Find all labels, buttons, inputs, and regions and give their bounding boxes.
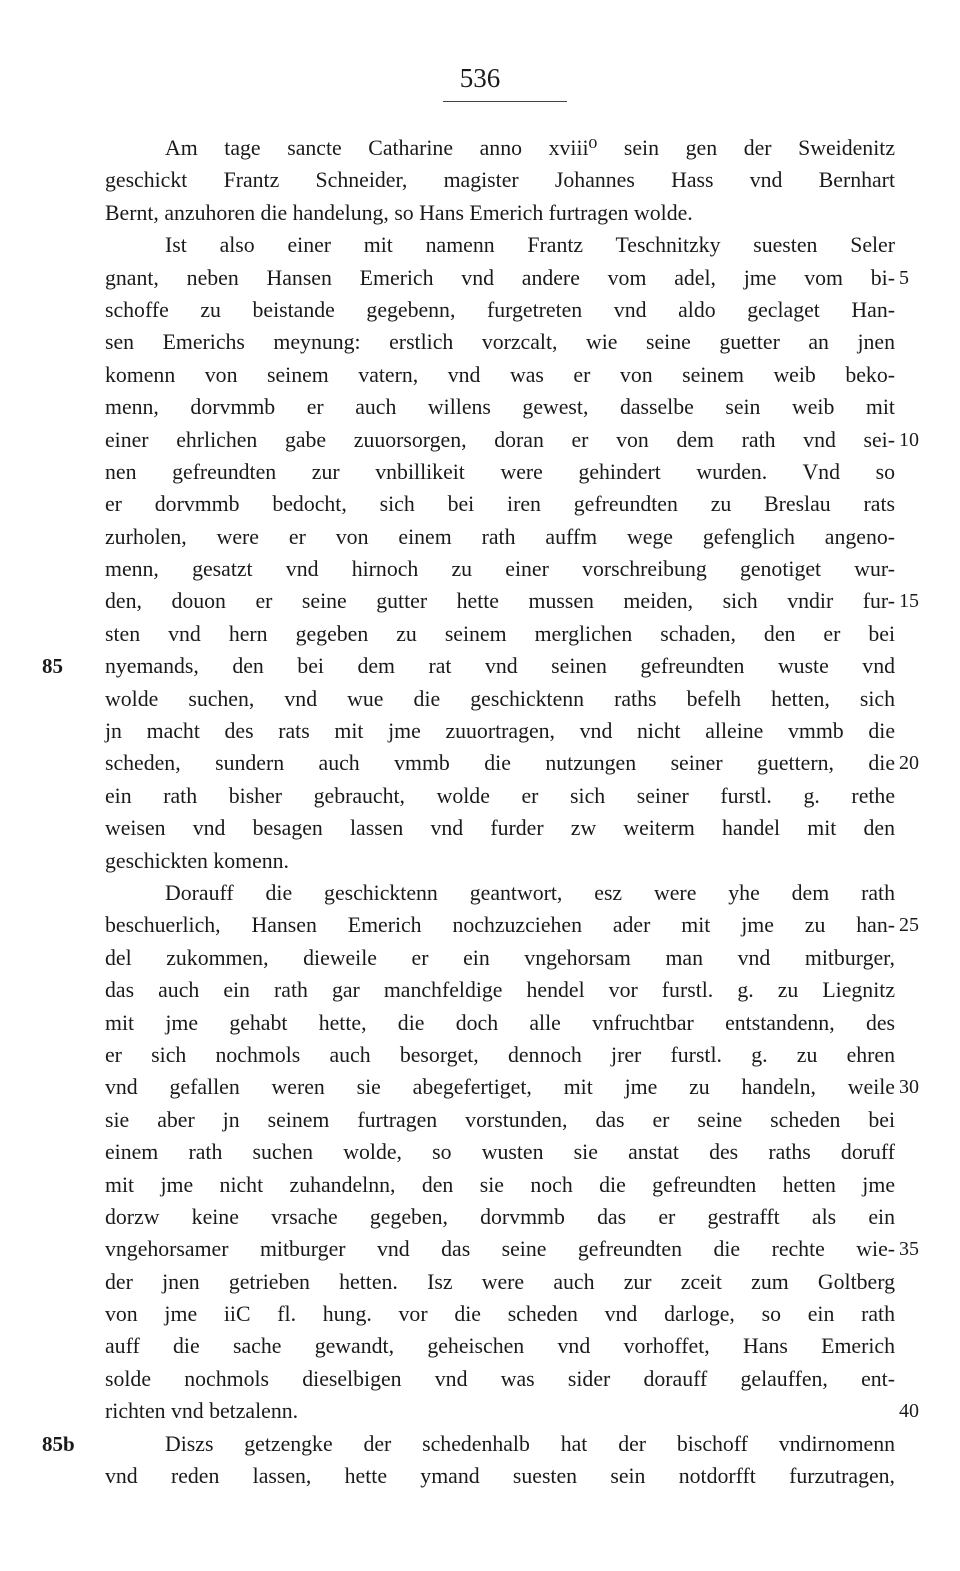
line-text: wolde suchen, vnd wue die geschicktenn raths befelh hetten, sich (105, 686, 895, 711)
line-text: geschickt Frantz Schneider, magister Johannes Hass vnd Bernhart (105, 168, 895, 193)
line-number: 5 (899, 266, 909, 289)
text-line (105, 229, 895, 261)
text-line (105, 974, 895, 1006)
line-text: weisen vnd besagen lassen vnd furder zw weiterm handel mit den (105, 816, 895, 841)
line-text: beschuerlich, Hansen Emerich nochzuzciehen ader mit jme zu han- (105, 913, 895, 938)
line-number: 20 (899, 752, 919, 775)
folio-marker: 85b (42, 1431, 75, 1456)
line-number: 25 (899, 914, 919, 937)
text-line (105, 553, 895, 585)
line-text: sen Emerichs meynung: erstlich vorzcalt, wie seine guetter an jnen (105, 330, 895, 355)
text-line (105, 585, 919, 617)
line-text: er dorvmmb bedocht, sich bei iren gefreundten zu Breslau rats (105, 492, 895, 517)
line-text: mit jme gehabt hette, die doch alle vnfruchtbar entstandenn, des (105, 1010, 895, 1035)
text-line (105, 845, 895, 877)
text-line (105, 488, 895, 520)
line-text: Am tage sancte Catharine anno xviii⁰ sein gen der Sweidenitz (165, 136, 895, 160)
text-line (105, 1266, 895, 1298)
text-line (105, 780, 895, 812)
text-line (105, 521, 895, 553)
text-line (105, 747, 919, 779)
line-number: 40 (899, 1400, 919, 1423)
line-text: dorzw keine vrsache gegeben, dorvmmb das er gestrafft als ein (105, 1204, 895, 1229)
line-text: geschickten komenn. (105, 848, 290, 873)
line-text: das auch ein rath gar manchfeldige hendel vor furstl. g. zu Liegnitz (105, 978, 895, 1003)
text-line (105, 812, 895, 844)
text-line (105, 1460, 895, 1492)
line-text: einem rath suchen wolde, so wusten sie anstat des raths doruff (105, 1140, 895, 1165)
text-line (105, 1169, 895, 1201)
line-number: 30 (899, 1076, 919, 1099)
text-line (105, 1104, 895, 1136)
text-line (105, 391, 895, 423)
text-line (105, 1071, 919, 1103)
text-line (105, 197, 895, 229)
line-text: menn, dorvmmb er auch willens gewest, dasselbe sein weib mit (105, 395, 895, 420)
text-line (105, 1201, 895, 1233)
text-line (105, 1395, 919, 1427)
line-text: jn macht des rats mit jme zuuortragen, vnd nicht alleine vmmb die (105, 719, 895, 744)
line-text: vnd gefallen weren sie abegefertiget, mit jme zu handeln, weile (105, 1075, 895, 1100)
text-line (105, 294, 895, 326)
text-line (105, 326, 895, 358)
text-line (105, 132, 895, 164)
text-line (105, 1233, 919, 1265)
line-text: auff die sache gewandt, geheischen vnd vorhoffet, Hans Emerich (105, 1334, 895, 1359)
line-text: vnd reden lassen, hette ymand suesten sein notdorfft furzutragen, (105, 1464, 895, 1489)
text-line (105, 942, 895, 974)
line-text: von jme iiC fl. hung. vor die scheden vnd darloge, so ein rath (105, 1302, 895, 1327)
text-line (105, 909, 919, 941)
page-number-rule (443, 101, 567, 102)
folio-marker: 85 (42, 654, 63, 679)
line-text: scheden, sundern auch vmmb die nutzungen seiner guettern, die (105, 751, 895, 776)
line-text: den, douon er seine gutter hette mussen meiden, sich vndir fur- (105, 589, 895, 614)
text-line (105, 683, 895, 715)
line-text: Ist also einer mit namenn Frantz Teschnitzky suesten Seler (165, 233, 895, 258)
body-text (42, 132, 919, 1492)
text-line (105, 1363, 895, 1395)
text-line (105, 164, 895, 196)
text-line (42, 1428, 895, 1460)
page-number: 536 (459, 63, 501, 93)
line-text: vngehorsamer mitburger vnd das seine gefreundten die rechte wie- (105, 1237, 895, 1262)
text-line (105, 1007, 895, 1039)
text-line (105, 877, 895, 909)
line-text: er sich nochmols auch besorget, dennoch jrer furstl. g. zu ehren (105, 1042, 895, 1067)
line-text: del zukommen, dieweile er ein vngehorsam man vnd mitburger, (105, 945, 895, 970)
line-text: nen gefreundten zur vnbillikeit were gehindert wurden. Vnd so (105, 459, 895, 484)
line-text: komenn von seinem vatern, vnd was er von seinem weib beko- (105, 362, 895, 387)
line-text: sten vnd hern gegeben zu seinem merglichen schaden, den er bei (105, 621, 895, 646)
text-line (105, 715, 895, 747)
line-text: schoffe zu beistande gegebenn, furgetreten vnd aldo geclaget Han- (105, 297, 895, 322)
line-text: einer ehrlichen gabe zuuorsorgen, doran er von dem rath vnd sei- (105, 427, 895, 452)
line-text: richten vnd betzalenn. (105, 1399, 299, 1424)
line-number: 15 (899, 590, 919, 613)
line-number: 10 (899, 428, 919, 451)
line-text: ein rath bisher gebraucht, wolde er sich seiner furstl. g. rethe (105, 783, 895, 808)
text-line (105, 618, 895, 650)
line-text: nyemands, den bei dem rat vnd seinen gefreundten wuste vnd (105, 654, 895, 679)
text-line (105, 424, 919, 456)
line-text: gnant, neben Hansen Emerich vnd andere vom adel, jme vom bi- (105, 265, 895, 290)
line-number: 35 (899, 1238, 919, 1261)
text-line (105, 1330, 895, 1362)
text-line (105, 1039, 895, 1071)
text-line (42, 650, 895, 682)
text-line (105, 456, 895, 488)
line-text: sie aber jn seinem furtragen vorstunden, das er seine scheden bei (105, 1107, 895, 1132)
line-text: Dorauff die geschicktenn geantwort, esz were yhe dem rath (165, 880, 895, 905)
text-line (105, 1298, 895, 1330)
line-text: der jnen getrieben hetten. Isz were auch zur zceit zum Goltberg (105, 1269, 895, 1294)
line-text: Diszs getzengke der schedenhalb hat der bischoff vndirnomenn (165, 1431, 895, 1456)
line-text: menn, gesatzt vnd hirnoch zu einer vorschreibung genotiget wur- (105, 557, 895, 582)
line-text: mit jme nicht zuhandelnn, den sie noch die gefreundten hetten jme (105, 1172, 895, 1197)
line-text: Bernt, anzuhoren die handelung, so Hans Emerich furtragen wolde. (105, 200, 693, 225)
line-text: solde nochmols dieselbigen vnd was sider dorauff gelauffen, ent- (105, 1366, 895, 1391)
text-line (105, 1136, 895, 1168)
text-line (105, 359, 895, 391)
line-text: zurholen, were er von einem rath auffm wege gefenglich angeno- (105, 524, 895, 549)
text-line (105, 262, 909, 294)
